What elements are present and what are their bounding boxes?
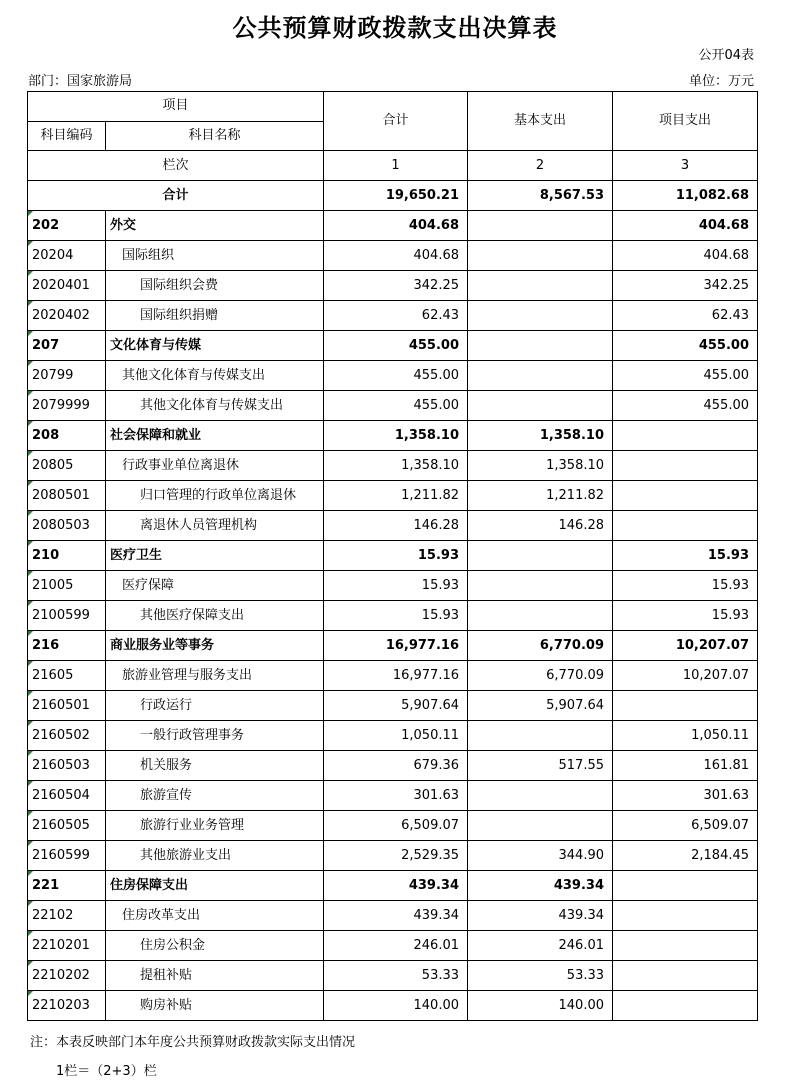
table-row bbox=[28, 241, 758, 271]
cell-total: 439.34 bbox=[324, 901, 468, 931]
cell-total: 455.00 bbox=[324, 331, 468, 361]
table-row bbox=[28, 361, 758, 391]
cell-total: 439.34 bbox=[324, 871, 468, 901]
cell-total: 1,358.10 bbox=[324, 421, 468, 451]
cell-total: 62.43 bbox=[324, 301, 468, 331]
cell-project: 455.00 bbox=[613, 391, 758, 421]
table-row bbox=[28, 271, 758, 301]
header-col-3: 3 bbox=[613, 151, 758, 181]
table-row bbox=[28, 301, 758, 331]
table-row bbox=[28, 811, 758, 841]
header-name: 科目名称 bbox=[106, 121, 324, 151]
table-row bbox=[28, 751, 758, 781]
header-item: 项目 bbox=[28, 92, 324, 122]
cell-project: 161.81 bbox=[613, 751, 758, 781]
cell-basic: 517.55 bbox=[468, 751, 613, 781]
cell-code: 202 bbox=[28, 211, 106, 241]
table-row bbox=[28, 451, 758, 481]
cell-name: 归口管理的行政单位离退休 bbox=[106, 481, 324, 511]
cell-project: 301.63 bbox=[613, 781, 758, 811]
cell-name: 行政运行 bbox=[106, 691, 324, 721]
cell-project: 1,050.11 bbox=[613, 721, 758, 751]
summary-basic: 8,567.53 bbox=[468, 181, 613, 211]
cell-code: 2160599 bbox=[28, 841, 106, 871]
cell-code: 2020401 bbox=[28, 271, 106, 301]
table-row bbox=[28, 961, 758, 991]
cell-project: 455.00 bbox=[613, 361, 758, 391]
cell-project: 2,184.45 bbox=[613, 841, 758, 871]
cell-total: 455.00 bbox=[324, 361, 468, 391]
footnote: 注：本表反映部门本年度公共预算财政拨款实际支出情况 bbox=[30, 1035, 356, 1050]
cell-project bbox=[613, 481, 758, 511]
cell-name: 住房改革支出 bbox=[106, 901, 324, 931]
cell-code: 21005 bbox=[28, 571, 106, 601]
cell-total: 1,358.10 bbox=[324, 451, 468, 481]
cell-name: 旅游行业业务管理 bbox=[106, 811, 324, 841]
cell-code: 2160504 bbox=[28, 781, 106, 811]
cell-name: 购房补贴 bbox=[106, 991, 324, 1021]
cell-total: 2,529.35 bbox=[324, 841, 468, 871]
table-row bbox=[28, 481, 758, 511]
cell-name: 商业服务业等事务 bbox=[106, 631, 324, 661]
cell-project bbox=[613, 991, 758, 1021]
cell-code: 2160505 bbox=[28, 811, 106, 841]
cell-code: 208 bbox=[28, 421, 106, 451]
form-number: 公开04表 bbox=[698, 48, 754, 63]
cell-name: 旅游业管理与服务支出 bbox=[106, 661, 324, 691]
cell-name: 其他文化体育与传媒支出 bbox=[106, 391, 324, 421]
cell-project bbox=[613, 871, 758, 901]
cell-project bbox=[613, 421, 758, 451]
cell-basic: 439.34 bbox=[468, 901, 613, 931]
cell-name: 国际组织 bbox=[106, 241, 324, 271]
cell-project: 404.68 bbox=[613, 211, 758, 241]
cell-code: 2210203 bbox=[28, 991, 106, 1021]
cell-code: 2160503 bbox=[28, 751, 106, 781]
expenditure-table bbox=[27, 91, 758, 1021]
cell-basic bbox=[468, 811, 613, 841]
cell-basic: 439.34 bbox=[468, 871, 613, 901]
cell-code: 20799 bbox=[28, 361, 106, 391]
header-row-label: 栏次 bbox=[28, 151, 324, 181]
cell-project: 404.68 bbox=[613, 241, 758, 271]
cell-total: 140.00 bbox=[324, 991, 468, 1021]
cell-name: 旅游宣传 bbox=[106, 781, 324, 811]
table-body bbox=[28, 211, 758, 1021]
cell-project: 342.25 bbox=[613, 271, 758, 301]
cell-basic bbox=[468, 601, 613, 631]
cell-name: 医疗保障 bbox=[106, 571, 324, 601]
cell-basic: 140.00 bbox=[468, 991, 613, 1021]
cell-name: 文化体育与传媒 bbox=[106, 331, 324, 361]
cell-basic: 246.01 bbox=[468, 931, 613, 961]
cell-name: 医疗卫生 bbox=[106, 541, 324, 571]
table-row bbox=[28, 541, 758, 571]
cell-name: 离退休人员管理机构 bbox=[106, 511, 324, 541]
cell-project bbox=[613, 961, 758, 991]
cell-project bbox=[613, 511, 758, 541]
header-basic: 基本支出 bbox=[468, 92, 613, 151]
cell-total: 5,907.64 bbox=[324, 691, 468, 721]
cell-basic bbox=[468, 241, 613, 271]
cell-basic: 1,211.82 bbox=[468, 481, 613, 511]
cell-total: 404.68 bbox=[324, 241, 468, 271]
cell-basic bbox=[468, 331, 613, 361]
cell-project: 15.93 bbox=[613, 571, 758, 601]
table-row bbox=[28, 901, 758, 931]
cell-code: 216 bbox=[28, 631, 106, 661]
cell-name: 住房公积金 bbox=[106, 931, 324, 961]
cell-basic bbox=[468, 391, 613, 421]
table-row bbox=[28, 691, 758, 721]
cell-code: 2160501 bbox=[28, 691, 106, 721]
cell-name: 社会保障和就业 bbox=[106, 421, 324, 451]
cell-basic: 1,358.10 bbox=[468, 451, 613, 481]
cell-basic bbox=[468, 781, 613, 811]
cell-total: 404.68 bbox=[324, 211, 468, 241]
cell-total: 6,509.07 bbox=[324, 811, 468, 841]
cell-code: 2100599 bbox=[28, 601, 106, 631]
cell-project: 10,207.07 bbox=[613, 661, 758, 691]
cell-name: 其他旅游业支出 bbox=[106, 841, 324, 871]
cell-total: 246.01 bbox=[324, 931, 468, 961]
cell-total: 301.63 bbox=[324, 781, 468, 811]
cell-basic bbox=[468, 571, 613, 601]
cell-name: 其他医疗保障支出 bbox=[106, 601, 324, 631]
cell-code: 221 bbox=[28, 871, 106, 901]
table-row bbox=[28, 631, 758, 661]
cell-total: 1,050.11 bbox=[324, 721, 468, 751]
cell-code: 2080501 bbox=[28, 481, 106, 511]
cell-code: 2210202 bbox=[28, 961, 106, 991]
page-title: 公共预算财政拨款支出决算表 bbox=[232, 14, 558, 42]
cell-name: 国际组织捐赠 bbox=[106, 301, 324, 331]
department-label: 部门：国家旅游局 bbox=[28, 74, 133, 89]
unit-label: 单位：万元 bbox=[688, 74, 754, 89]
cell-basic: 6,770.09 bbox=[468, 661, 613, 691]
cell-code: 22102 bbox=[28, 901, 106, 931]
table-row bbox=[28, 871, 758, 901]
cell-code: 21605 bbox=[28, 661, 106, 691]
cell-basic bbox=[468, 721, 613, 751]
header-code: 科目编码 bbox=[28, 121, 106, 151]
cell-code: 210 bbox=[28, 541, 106, 571]
cell-code: 20805 bbox=[28, 451, 106, 481]
cell-total: 679.36 bbox=[324, 751, 468, 781]
cell-project bbox=[613, 691, 758, 721]
table-row bbox=[28, 571, 758, 601]
cell-project: 15.93 bbox=[613, 541, 758, 571]
cell-basic bbox=[468, 361, 613, 391]
cell-code: 20204 bbox=[28, 241, 106, 271]
cell-project: 10,207.07 bbox=[613, 631, 758, 661]
cell-name: 提租补贴 bbox=[106, 961, 324, 991]
cell-project: 455.00 bbox=[613, 331, 758, 361]
header-project: 项目支出 bbox=[613, 92, 758, 151]
table-row bbox=[28, 331, 758, 361]
header-col-1: 1 bbox=[324, 151, 468, 181]
table-row bbox=[28, 781, 758, 811]
summary-project: 11,082.68 bbox=[613, 181, 758, 211]
cell-name: 国际组织会费 bbox=[106, 271, 324, 301]
cell-project bbox=[613, 901, 758, 931]
cell-total: 15.93 bbox=[324, 601, 468, 631]
cell-name: 一般行政管理事务 bbox=[106, 721, 324, 751]
cell-basic: 344.90 bbox=[468, 841, 613, 871]
cell-basic: 146.28 bbox=[468, 511, 613, 541]
cell-total: 146.28 bbox=[324, 511, 468, 541]
cell-basic bbox=[468, 271, 613, 301]
summary-label: 合计 bbox=[28, 181, 324, 211]
cell-basic: 5,907.64 bbox=[468, 691, 613, 721]
table-row bbox=[28, 511, 758, 541]
cell-total: 53.33 bbox=[324, 961, 468, 991]
cell-basic: 53.33 bbox=[468, 961, 613, 991]
table-row bbox=[28, 211, 758, 241]
cell-basic bbox=[468, 541, 613, 571]
header-total: 合计 bbox=[324, 92, 468, 151]
header-col-2: 2 bbox=[468, 151, 613, 181]
cell-project: 6,509.07 bbox=[613, 811, 758, 841]
table-row bbox=[28, 421, 758, 451]
cell-name: 外交 bbox=[106, 211, 324, 241]
cell-code: 2210201 bbox=[28, 931, 106, 961]
cell-total: 455.00 bbox=[324, 391, 468, 421]
cell-name: 机关服务 bbox=[106, 751, 324, 781]
footnote-formula: 1栏＝（2+3）栏 bbox=[56, 1064, 157, 1079]
cell-code: 2020402 bbox=[28, 301, 106, 331]
cell-code: 207 bbox=[28, 331, 106, 361]
cell-total: 16,977.16 bbox=[324, 631, 468, 661]
cell-name: 行政事业单位离退休 bbox=[106, 451, 324, 481]
table-row bbox=[28, 601, 758, 631]
cell-basic bbox=[468, 211, 613, 241]
cell-code: 2080503 bbox=[28, 511, 106, 541]
cell-project bbox=[613, 931, 758, 961]
cell-total: 16,977.16 bbox=[324, 661, 468, 691]
cell-total: 342.25 bbox=[324, 271, 468, 301]
cell-basic: 1,358.10 bbox=[468, 421, 613, 451]
table-row bbox=[28, 991, 758, 1021]
cell-project bbox=[613, 451, 758, 481]
table-row bbox=[28, 661, 758, 691]
cell-basic: 6,770.09 bbox=[468, 631, 613, 661]
table-row bbox=[28, 931, 758, 961]
cell-project: 15.93 bbox=[613, 601, 758, 631]
table-row bbox=[28, 721, 758, 751]
cell-code: 2079999 bbox=[28, 391, 106, 421]
cell-project: 62.43 bbox=[613, 301, 758, 331]
cell-total: 15.93 bbox=[324, 571, 468, 601]
table-row bbox=[28, 391, 758, 421]
cell-basic bbox=[468, 301, 613, 331]
cell-code: 2160502 bbox=[28, 721, 106, 751]
cell-total: 15.93 bbox=[324, 541, 468, 571]
table-row bbox=[28, 841, 758, 871]
summary-total: 19,650.21 bbox=[324, 181, 468, 211]
cell-name: 住房保障支出 bbox=[106, 871, 324, 901]
cell-total: 1,211.82 bbox=[324, 481, 468, 511]
cell-name: 其他文化体育与传媒支出 bbox=[106, 361, 324, 391]
